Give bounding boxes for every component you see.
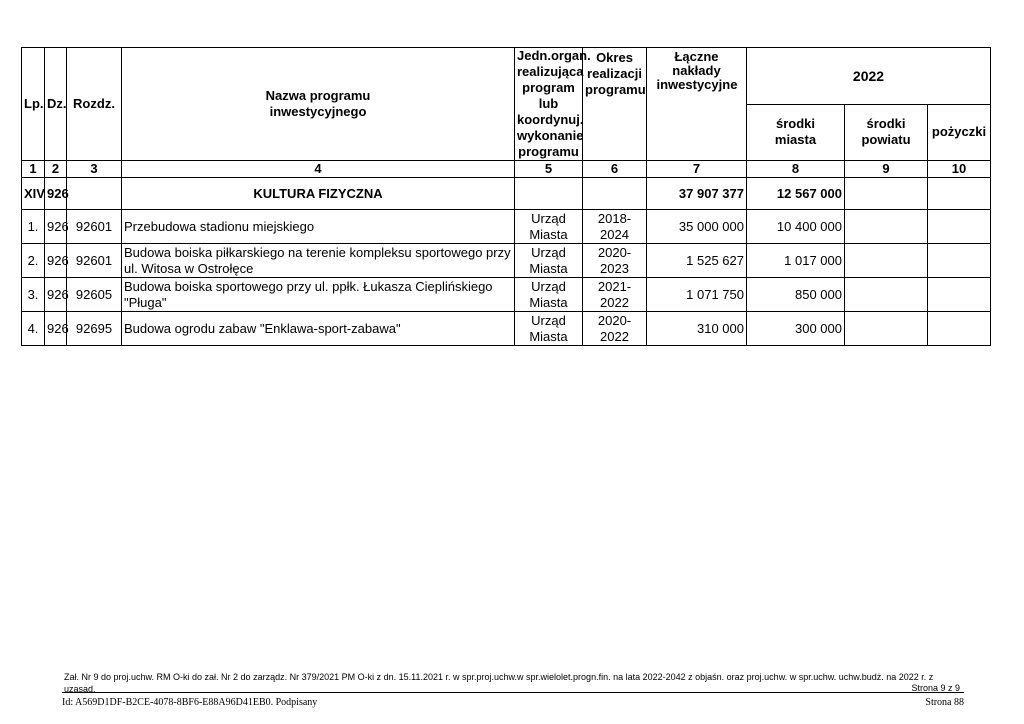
row-okres: 2020-2022 — [583, 312, 647, 346]
row-rozdz: 92695 — [67, 312, 122, 346]
header-laczne — [647, 48, 747, 161]
row-lp: 4. — [22, 312, 45, 346]
row-dz: 926 — [45, 210, 67, 244]
row-miasta: 1 017 000 — [747, 244, 845, 278]
row-rozdz: 92601 — [67, 210, 122, 244]
column-number-row — [22, 161, 991, 178]
header-srodki-powiatu-text: środki powiatu — [861, 116, 911, 148]
row-jedn: Urząd Miasta — [515, 244, 583, 278]
table-row — [22, 312, 991, 346]
rows-body — [22, 210, 991, 346]
row-powiatu — [845, 278, 928, 312]
row-jedn: Urząd Miasta — [515, 210, 583, 244]
footer-strona-small: Strona 9 z 9 — [911, 683, 960, 693]
section-pozyczki — [928, 178, 991, 210]
header-nazwa — [122, 48, 515, 161]
row-laczne: 1 525 627 — [647, 244, 747, 278]
column-number-4: 4 — [122, 161, 515, 178]
row-rozdz: 92605 — [67, 278, 122, 312]
header-pozyczki: pożyczki — [928, 104, 991, 161]
column-number-10: 10 — [928, 161, 991, 178]
header-jedn: Jedn.organ. realizująca program lub koordynuj. wykonanie programu — [515, 48, 583, 161]
section-laczne: 37 907 377 — [647, 178, 747, 210]
column-number-9: 9 — [845, 161, 928, 178]
row-powiatu — [845, 210, 928, 244]
column-number-6: 6 — [583, 161, 647, 178]
row-jedn: Urząd Miasta — [515, 278, 583, 312]
section-okres — [583, 178, 647, 210]
row-name: Budowa ogrodu zabaw "Enklawa-sport-zabawa" — [122, 312, 515, 346]
header-okres: Okres realizacji programu — [583, 48, 647, 161]
row-pozyczki — [928, 244, 991, 278]
footer-note: Zał. Nr 9 do proj.uchw. RM O-ki do zał. Nr 2 do zarządz. Nr 379/2021 PM O-ki z dn. 15.11.2021 r. w spr.proj.uchw.w spr.wielolet.progn.fin. na lata 2022-2042 z objaśn. oraz proj.uchw. w spr.uchw. uchw.budż. na 2022 r. z uzasad. — [64, 672, 934, 694]
investment-table — [21, 47, 991, 346]
row-miasta: 300 000 — [747, 312, 845, 346]
row-dz: 926 — [45, 278, 67, 312]
header-srodki-miasta — [747, 104, 845, 161]
row-laczne: 1 071 750 — [647, 278, 747, 312]
footer-divider — [62, 692, 964, 693]
table-row — [22, 244, 991, 278]
row-powiatu — [845, 244, 928, 278]
section-dz: 926 — [45, 178, 67, 210]
column-number-1: 1 — [22, 161, 45, 178]
row-name: Budowa boiska piłkarskiego na terenie kompleksu sportowego przy ul. Witosa w Ostrołęce — [122, 244, 515, 278]
row-rozdz: 92601 — [67, 244, 122, 278]
section-lp: XIV — [22, 178, 45, 210]
row-lp: 1. — [22, 210, 45, 244]
footer-page-number: Strona 88 — [925, 697, 964, 708]
header-nazwa-text: Nazwa programu inwestycyjnego — [265, 88, 371, 119]
row-lp: 3. — [22, 278, 45, 312]
header-laczne-text: Łączne nakłady inwestycyjne — [656, 49, 738, 92]
column-number-5: 5 — [515, 161, 583, 178]
header-srodki-powiatu — [845, 104, 928, 161]
row-dz: 926 — [45, 312, 67, 346]
row-laczne: 310 000 — [647, 312, 747, 346]
header-rozdz: Rozdz. — [67, 48, 122, 161]
table-row — [22, 278, 991, 312]
table-row — [22, 210, 991, 244]
section-row — [22, 178, 991, 210]
row-name: Przebudowa stadionu miejskiego — [122, 210, 515, 244]
section-rozdz — [67, 178, 122, 210]
row-lp: 2. — [22, 244, 45, 278]
column-number-3: 3 — [67, 161, 122, 178]
row-miasta: 850 000 — [747, 278, 845, 312]
column-number-7: 7 — [647, 161, 747, 178]
row-laczne: 35 000 000 — [647, 210, 747, 244]
row-jedn: Urząd Miasta — [515, 312, 583, 346]
row-okres: 2021-2022 — [583, 278, 647, 312]
header-srodki-miasta-text: środki miasta — [774, 116, 817, 148]
column-number-2: 2 — [45, 161, 67, 178]
section-name: KULTURA FIZYCZNA — [122, 178, 515, 210]
section-jedn — [515, 178, 583, 210]
row-dz: 926 — [45, 244, 67, 278]
header-lp: Lp. — [22, 48, 45, 161]
section-powiatu — [845, 178, 928, 210]
row-pozyczki — [928, 312, 991, 346]
section-srodki-miasta: 12 567 000 — [747, 178, 845, 210]
row-powiatu — [845, 312, 928, 346]
column-number-8: 8 — [747, 161, 845, 178]
footer-id: Id: A569D1DF-B2CE-4078-8BF6-E88A96D41EB0. Podpisany — [62, 697, 318, 708]
header-year: 2022 — [747, 48, 991, 105]
row-pozyczki — [928, 278, 991, 312]
row-pozyczki — [928, 210, 991, 244]
header-dz: Dz. — [45, 48, 67, 161]
row-name: Budowa boiska sportowego przy ul. ppłk. Łukasza Cieplińskiego "Pługa" — [122, 278, 515, 312]
row-okres: 2020-2023 — [583, 244, 647, 278]
row-miasta: 10 400 000 — [747, 210, 845, 244]
row-okres: 2018-2024 — [583, 210, 647, 244]
